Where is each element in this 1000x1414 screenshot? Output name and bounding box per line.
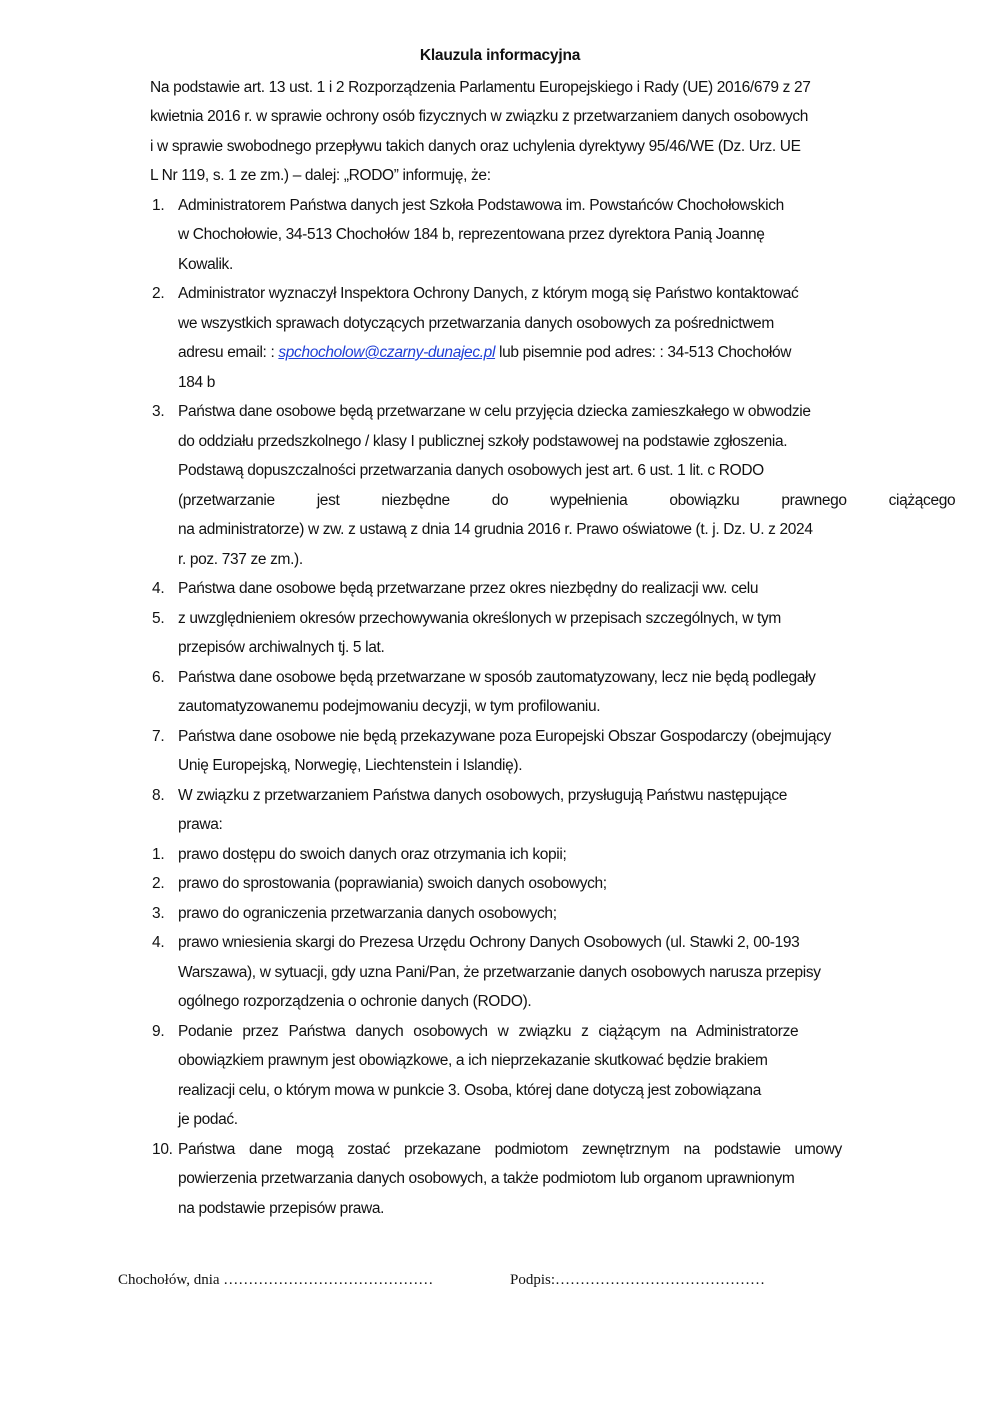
list-item-line <box>178 344 791 362</box>
list-item-line: Państwa dane osobowe będą przetwarzane w sposób zautomatyzowany, lecz nie będą podlegały <box>178 669 816 686</box>
list-item-line: przepisów archiwalnych tj. 5 lat. <box>178 639 385 656</box>
list-item-line: na podstawie przepisów prawa. <box>178 1200 385 1217</box>
rights-item-line: prawo do ograniczenia przetwarzania danych osobowych; <box>178 905 557 922</box>
list-item-line: Państwa dane osobowe nie będą przekazywane poza Europejski Obszar Gospodarczy (obejmujący <box>178 728 831 745</box>
list-item-line: powierzenia przetwarzania danych osobowych, a także podmiotom lub organom uprawnionym <box>178 1170 795 1187</box>
list-number: 5. <box>152 610 165 627</box>
list-number: 1. <box>152 846 165 863</box>
list-item-line: Kowalik. <box>178 256 233 273</box>
intro-line: i w sprawie swobodnego przepływu takich danych oraz uchylenia dyrektywy 95/46/WE (Dz. Urz. UE <box>150 138 801 155</box>
list-number: 2. <box>152 285 165 302</box>
rights-item-line: ogólnego rozporządzenia o ochronie danych (RODO). <box>178 993 532 1010</box>
list-number: 1. <box>152 197 165 214</box>
email-prefix: adresu email: : <box>178 344 279 361</box>
list-item-line: w Chochołowie, 34-513 Chochołów 184 b, reprezentowana przez dyrektora Panią Joannę <box>178 226 765 243</box>
list-item-line: na administratorze) w zw. z ustawą z dnia 14 grudnia 2016 r. Prawo oświatowe (t. j. Dz. U. z 2024 <box>178 521 813 538</box>
intro-line: kwietnia 2016 r. w sprawie ochrony osób fizycznych w związku z przetwarzaniem danych osobowych <box>150 108 809 125</box>
list-item-line: realizacji celu, o którym mowa w punkcie 3. Osoba, której dane dotyczą jest zobowiązana <box>178 1082 761 1099</box>
list-item-line: we wszystkich sprawach dotyczących przetwarzania danych osobowych za pośrednictwem <box>178 315 774 332</box>
list-number: 4. <box>152 934 165 951</box>
list-item-line: Państwa dane osobowe będą przetwarzane przez okres niezbędny do realizacji ww. celu <box>178 580 759 597</box>
list-number: 3. <box>152 905 165 922</box>
rights-item-line: prawo wniesienia skargi do Prezesa Urzędu Ochrony Danych Osobowych (ul. Stawki 2, 00-193 <box>178 934 800 951</box>
list-number: 6. <box>152 669 165 686</box>
place-date-field: Chochołów, dnia …………………………………… <box>118 1272 434 1288</box>
list-item-line: W związku z przetwarzaniem Państwa danych osobowych, przysługują Państwu następujące <box>178 787 787 804</box>
list-item-line: prawa: <box>178 816 223 833</box>
intro-line: Na podstawie art. 13 ust. 1 i 2 Rozporządzenia Parlamentu Europejskiego i Rady (UE) 2016/679 z 27 <box>150 79 811 96</box>
list-item-line: 184 b <box>178 374 216 391</box>
list-item-line: r. poz. 737 ze zm.). <box>178 551 303 568</box>
list-number: 8. <box>152 787 165 804</box>
list-item-line: je podać. <box>178 1111 238 1128</box>
document-title: Klauzula informacyjna <box>419 47 581 64</box>
list-item-line: zautomatyzowanemu podejmowaniu decyzji, w tym profilowaniu. <box>178 698 601 715</box>
rights-item-line: Warszawa), w sytuacji, gdy uzna Pani/Pan, że przetwarzanie danych osobowych narusza przepisy <box>178 964 821 981</box>
list-item-line: Państwa dane mogą zostać przekazane podmiotom zewnętrznym na podstawie umowy <box>178 1141 842 1158</box>
list-item-line: obowiązkiem prawnym jest obowiązkowe, a ich nieprzekazanie skutkować będzie brakiem <box>178 1052 768 1069</box>
list-item-line: Podanie przez Państwa danych osobowych w związku z ciążącym na Administratorze <box>178 1023 799 1040</box>
list-item-line: Administrator wyznaczył Inspektora Ochrony Danych, z którym mogą się Państwo kontaktować <box>178 285 799 302</box>
rights-item-line: prawo dostępu do swoich danych oraz otrzymania ich kopii; <box>178 846 567 863</box>
list-item-line: Administratorem Państwa danych jest Szkoła Podstawowa im. Powstańców Chochołowskich <box>178 197 784 214</box>
list-number: 4. <box>152 580 165 597</box>
list-number: 7. <box>152 728 165 745</box>
email-link[interactable]: spchocholow@czarny-dunajec.pl <box>278 344 496 361</box>
list-item-line: Państwa dane osobowe będą przetwarzane w celu przyjęcia dziecka zamieszkałego w obwodzie <box>178 403 811 420</box>
list-item-line: (przetwarzanie jest niezbędne do wypełnienia obowiązku prawnego ciążącego <box>178 492 956 509</box>
email-suffix: lub pisemnie pod adres: : 34-513 Chochołów <box>495 344 792 361</box>
list-item-line: do oddziału przedszkolnego / klasy I publicznej szkoły podstawowej na podstawie zgłoszenia. <box>178 433 788 450</box>
list-item-line: Unię Europejską, Norwegię, Liechtenstein i Islandię). <box>178 757 523 774</box>
list-item-line: z uwzględnieniem okresów przechowywania określonych w przepisach szczególnych, w tym <box>178 610 781 627</box>
intro-line: L Nr 119, s. 1 ze zm.) – dalej: „RODO” informuję, że: <box>150 167 491 184</box>
rights-item-line: prawo do sprostowania (poprawiania) swoich danych osobowych; <box>178 875 607 892</box>
signature-field: Podpis:…………………………………… <box>510 1272 766 1288</box>
list-number: 3. <box>152 403 165 420</box>
list-number: 2. <box>152 875 165 892</box>
list-number: 9. <box>152 1023 165 1040</box>
list-item-line: Podstawą dopuszczalności przetwarzania danych osobowych jest art. 6 ust. 1 lit. c RODO <box>178 462 764 479</box>
list-number: 10. <box>152 1141 173 1158</box>
